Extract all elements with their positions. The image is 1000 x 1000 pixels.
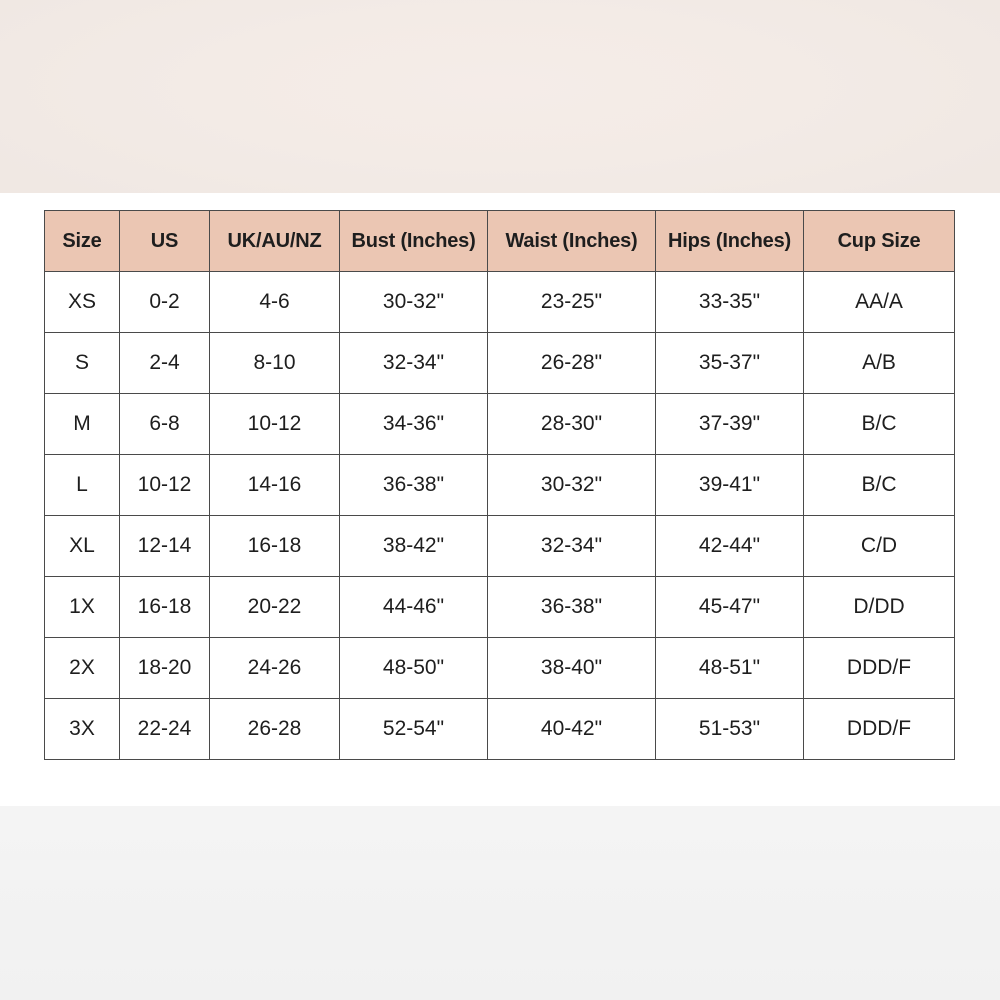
cell-size: XL — [45, 516, 120, 577]
table-row — [45, 272, 955, 333]
header-size: Size — [45, 211, 120, 272]
header-row — [45, 211, 955, 272]
cell-us: 12-14 — [120, 516, 210, 577]
table-row — [45, 516, 955, 577]
cell-hips: 42-44" — [656, 516, 804, 577]
cell-waist: 28-30" — [488, 394, 656, 455]
cell-size: XS — [45, 272, 120, 333]
cell-size: S — [45, 333, 120, 394]
cell-us: 16-18 — [120, 577, 210, 638]
cell-bust: 36-38" — [340, 455, 488, 516]
cell-hips: 51-53" — [656, 699, 804, 760]
size-chart-table — [44, 210, 955, 760]
cell-cup-size: A/B — [804, 333, 955, 394]
cell-cup-size: DDD/F — [804, 699, 955, 760]
cell-uk-au-nz: 8-10 — [210, 333, 340, 394]
cell-bust: 30-32" — [340, 272, 488, 333]
cell-waist: 30-32" — [488, 455, 656, 516]
header-waist: Waist (Inches) — [488, 211, 656, 272]
top-background-band — [0, 0, 1000, 193]
cell-cup-size: D/DD — [804, 577, 955, 638]
cell-waist: 38-40" — [488, 638, 656, 699]
cell-size: L — [45, 455, 120, 516]
cell-bust: 48-50" — [340, 638, 488, 699]
cell-cup-size: DDD/F — [804, 638, 955, 699]
cell-waist: 23-25" — [488, 272, 656, 333]
header-hips: Hips (Inches) — [656, 211, 804, 272]
cell-uk-au-nz: 10-12 — [210, 394, 340, 455]
cell-waist: 26-28" — [488, 333, 656, 394]
cell-hips: 37-39" — [656, 394, 804, 455]
cell-size: 1X — [45, 577, 120, 638]
cell-uk-au-nz: 16-18 — [210, 516, 340, 577]
cell-cup-size: AA/A — [804, 272, 955, 333]
cell-size: 3X — [45, 699, 120, 760]
table-row — [45, 577, 955, 638]
cell-hips: 33-35" — [656, 272, 804, 333]
cell-us: 18-20 — [120, 638, 210, 699]
header-bust: Bust (Inches) — [340, 211, 488, 272]
cell-bust: 34-36" — [340, 394, 488, 455]
cell-size: 2X — [45, 638, 120, 699]
table-row — [45, 394, 955, 455]
header-cup-size: Cup Size — [804, 211, 955, 272]
cell-us: 2-4 — [120, 333, 210, 394]
table-row — [45, 333, 955, 394]
cell-us: 0-2 — [120, 272, 210, 333]
cell-bust: 38-42" — [340, 516, 488, 577]
cell-us: 22-24 — [120, 699, 210, 760]
table-row — [45, 638, 955, 699]
header-uk-au-nz: UK/AU/NZ — [210, 211, 340, 272]
header-us: US — [120, 211, 210, 272]
cell-cup-size: C/D — [804, 516, 955, 577]
cell-bust: 44-46" — [340, 577, 488, 638]
cell-bust: 52-54" — [340, 699, 488, 760]
cell-us: 10-12 — [120, 455, 210, 516]
cell-uk-au-nz: 4-6 — [210, 272, 340, 333]
bottom-background-band — [0, 806, 1000, 1000]
cell-uk-au-nz: 20-22 — [210, 577, 340, 638]
cell-us: 6-8 — [120, 394, 210, 455]
cell-size: M — [45, 394, 120, 455]
cell-hips: 35-37" — [656, 333, 804, 394]
cell-hips: 48-51" — [656, 638, 804, 699]
cell-hips: 45-47" — [656, 577, 804, 638]
cell-waist: 32-34" — [488, 516, 656, 577]
cell-bust: 32-34" — [340, 333, 488, 394]
cell-cup-size: B/C — [804, 455, 955, 516]
cell-cup-size: B/C — [804, 394, 955, 455]
cell-uk-au-nz: 14-16 — [210, 455, 340, 516]
cell-waist: 36-38" — [488, 577, 656, 638]
cell-uk-au-nz: 26-28 — [210, 699, 340, 760]
table-row — [45, 455, 955, 516]
cell-uk-au-nz: 24-26 — [210, 638, 340, 699]
cell-hips: 39-41" — [656, 455, 804, 516]
cell-waist: 40-42" — [488, 699, 656, 760]
table-row — [45, 699, 955, 760]
